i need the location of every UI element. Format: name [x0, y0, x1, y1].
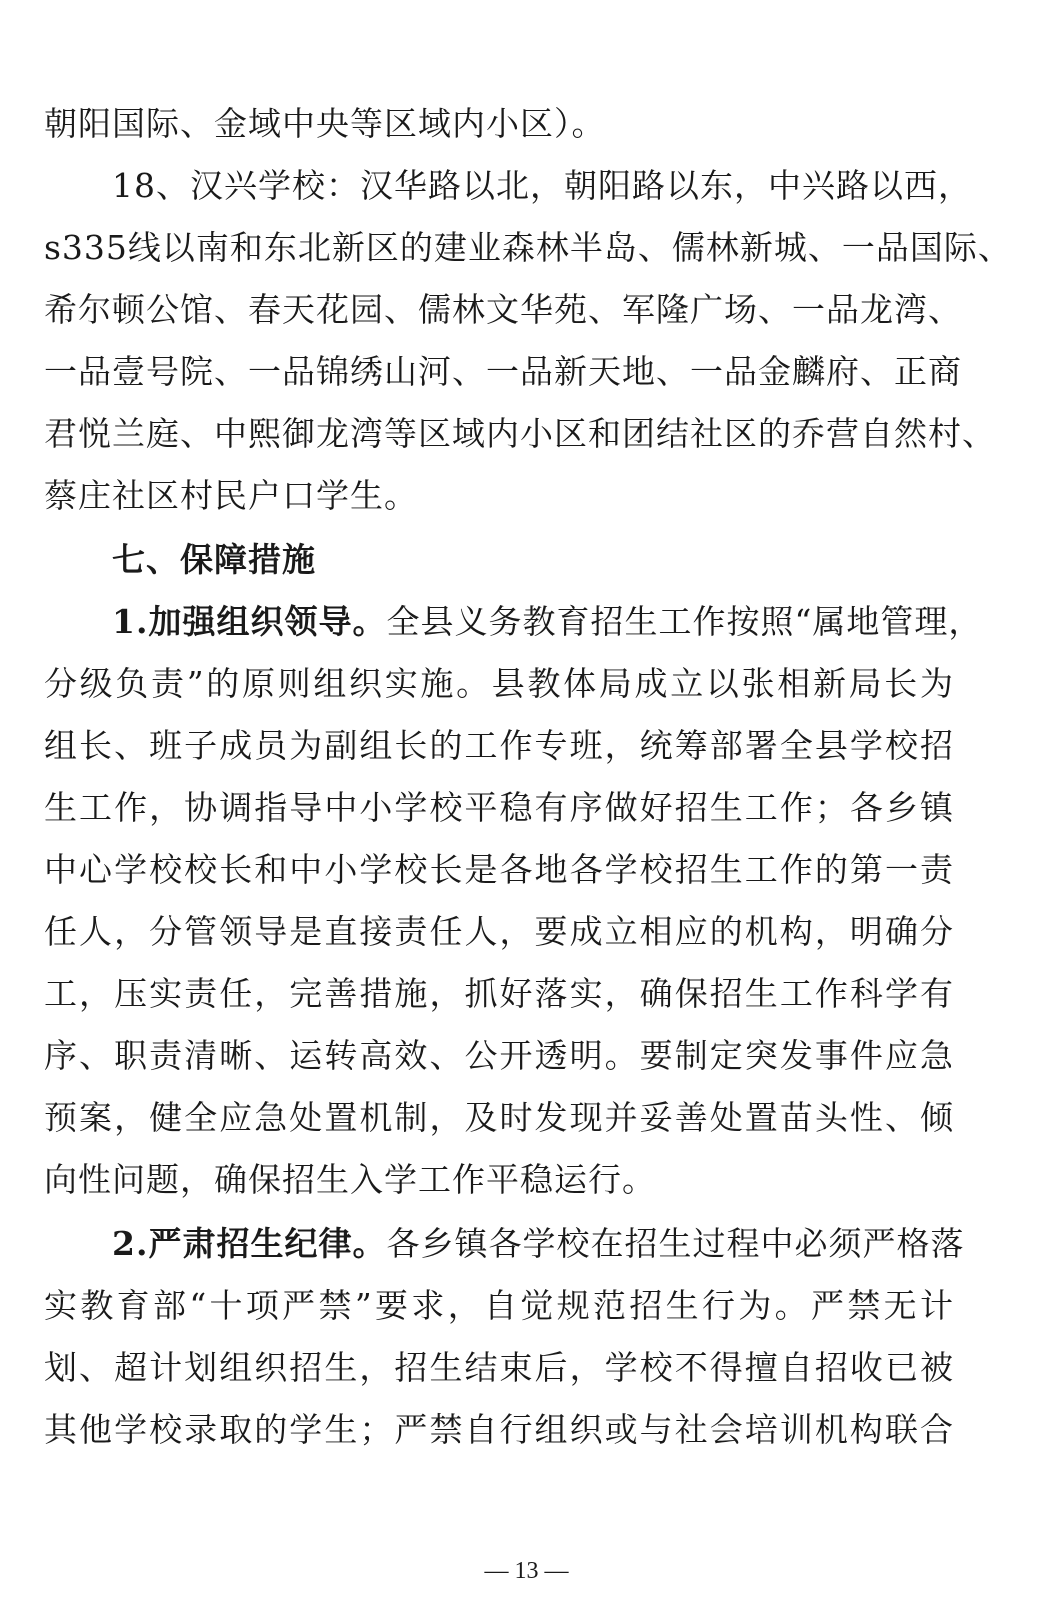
text-line: 预案，健全应急处置机制，及时发现并妥善处置苗头性、倾	[44, 1098, 954, 1137]
text-line: 中心学校校长和中小学校长是各地各学校招生工作的第一责	[44, 850, 954, 889]
text-line: 实教育部“十项严禁”要求，自觉规范招生行为。严禁无计	[44, 1286, 954, 1325]
section-heading: 七、保障措施	[112, 540, 316, 579]
text-run: 全县义务教育招生工作按照“属地管理，	[386, 602, 983, 641]
text-run: 各乡镇各学校在招生过程中必须严格落	[386, 1224, 965, 1263]
text-line: 组长、班子成员为副组长的工作专班，统筹部署全县学校招	[44, 726, 954, 765]
text-line: 向性问题，确保招生入学工作平稳运行。	[44, 1160, 656, 1199]
text-line: 任人，分管领导是直接责任人，要成立相应的机构，明确分	[44, 912, 954, 951]
paragraph-title: 2.严肃招生纪律。	[112, 1224, 387, 1263]
text-line: 序、职责清晰、运转高效、公开透明。要制定突发事件应急	[44, 1036, 954, 1075]
page-number: — 13 —	[484, 1558, 569, 1584]
text-line: 朝阳国际、金域中央等区域内小区）。	[44, 104, 606, 143]
text-line: 希尔顿公馆、春天花园、儒林文华苑、军隆广场、一品龙湾、	[44, 290, 962, 329]
text-line: 分级负责”的原则组织实施。县教体局成立以张相新局长为	[44, 664, 954, 703]
text-line: 君悦兰庭、中熙御龙湾等区域内小区和团结社区的乔营自然村、	[44, 414, 996, 453]
text-line: s335线以南和东北新区的建业森林半岛、儒林新城、一品国际、	[44, 228, 1012, 267]
text-line: 生工作，协调指导中小学校平稳有序做好招生工作；各乡镇	[44, 788, 954, 827]
text-line: 工，压实责任，完善措施，抓好落实，确保招生工作科学有	[44, 974, 954, 1013]
text-line: 18、汉兴学校：汉华路以北，朝阳路以东，中兴路以西，	[112, 166, 972, 205]
text-line: 划、超计划组织招生，招生结束后，学校不得擅自招收已被	[44, 1348, 954, 1387]
paragraph-first-line	[112, 1224, 965, 1264]
text-line: 蔡庄社区村民户口学生。	[44, 476, 418, 515]
paragraph-first-line	[112, 602, 983, 642]
text-line: 其他学校录取的学生；严禁自行组织或与社会培训机构联合	[44, 1410, 954, 1449]
text-line: 一品壹号院、一品锦绣山河、一品新天地、一品金麟府、正商	[44, 352, 962, 391]
paragraph-title: 1.加强组织领导。	[112, 602, 387, 641]
